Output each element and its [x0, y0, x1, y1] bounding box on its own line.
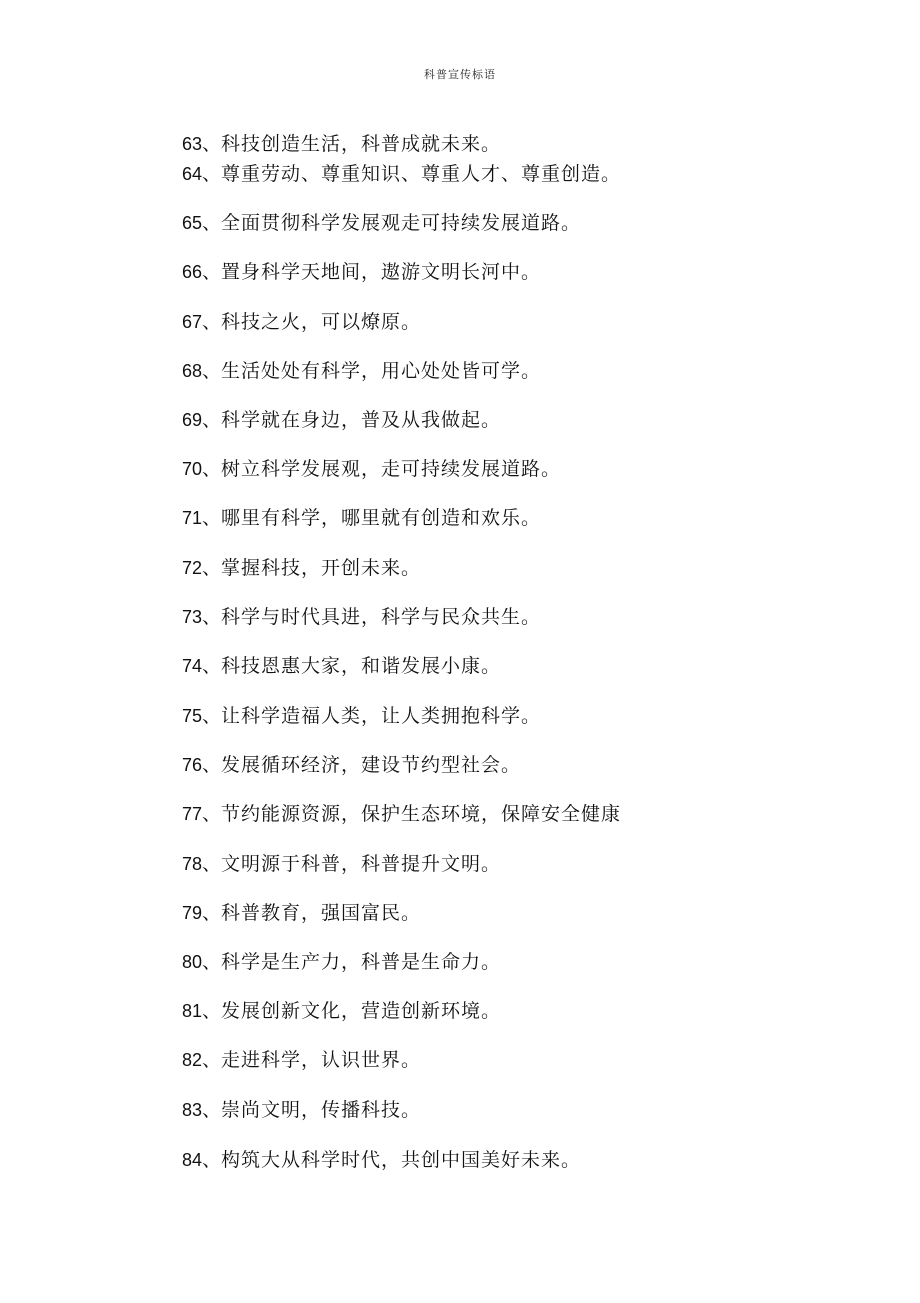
slogan-text: 走进科学，认识世界。	[221, 1049, 422, 1071]
slogan-number: 68	[182, 361, 203, 381]
slogan-number: 81	[182, 1001, 203, 1021]
slogan-separator: 、	[202, 803, 222, 825]
slogan-separator: 、	[202, 951, 222, 973]
slogan-text: 置身科学天地间，遨游文明长河中。	[221, 261, 542, 283]
slogan-text: 生活处处有科学，用心处处皆可学。	[221, 360, 542, 382]
slogan-number: 70	[182, 459, 203, 479]
slogan-text: 全面贯彻科学发展观走可持续发展道路。	[221, 212, 582, 234]
slogan-separator: 、	[202, 1049, 222, 1071]
slogan-text: 发展创新文化，营造创新环境。	[221, 1000, 502, 1022]
slogan-item	[182, 130, 501, 158]
slogan-text: 掌握科技，开创未来。	[221, 557, 422, 579]
slogan-number: 83	[182, 1100, 203, 1120]
slogan-separator: 、	[202, 212, 222, 234]
slogan-number: 78	[182, 854, 203, 874]
slogan-separator: 、	[202, 655, 222, 677]
slogan-separator: 、	[202, 133, 222, 155]
slogan-separator: 、	[202, 311, 222, 333]
slogan-separator: 、	[202, 754, 222, 776]
slogan-number: 73	[182, 607, 203, 627]
slogan-text: 树立科学发展观，走可持续发展道路。	[221, 458, 562, 480]
slogan-separator: 、	[202, 458, 222, 480]
slogan-text: 科技恩惠大家，和谐发展小康。	[221, 655, 502, 677]
slogan-number: 71	[182, 508, 203, 528]
slogan-text: 科学就在身边，普及从我做起。	[221, 409, 502, 431]
slogan-text: 科普教育，强国富民。	[221, 902, 422, 924]
slogan-text: 科学与时代具进，科学与民众共生。	[221, 606, 542, 628]
slogan-item	[182, 1046, 421, 1074]
slogan-number: 63	[182, 134, 203, 154]
slogan-text: 科技创造生活，科普成就未来。	[221, 133, 502, 155]
slogan-text: 崇尚文明，传播科技。	[221, 1099, 422, 1121]
slogan-text: 文明源于科普，科普提升文明。	[221, 853, 502, 875]
slogan-number: 64	[182, 164, 203, 184]
slogan-separator: 、	[202, 360, 222, 382]
slogan-separator: 、	[202, 507, 222, 529]
slogan-separator: 、	[202, 409, 222, 431]
slogan-text: 科学是生产力，科普是生命力。	[221, 951, 502, 973]
slogan-item	[182, 702, 541, 730]
slogan-separator: 、	[202, 853, 222, 875]
slogan-number: 72	[182, 558, 203, 578]
slogan-item	[182, 751, 521, 779]
slogan-number: 76	[182, 755, 203, 775]
slogan-text: 发展循环经济，建设节约型社会。	[221, 754, 522, 776]
slogan-item	[182, 652, 501, 680]
slogan-item	[182, 357, 541, 385]
page-header-title: 科普宣传标语	[424, 68, 496, 81]
slogan-separator: 、	[202, 606, 222, 628]
slogan-number: 77	[182, 804, 203, 824]
slogan-text: 科技之火，可以燎原。	[221, 311, 422, 333]
slogan-number: 66	[182, 262, 203, 282]
slogan-text: 构筑大从科学时代，共创中国美好未来。	[221, 1149, 582, 1171]
slogan-number: 74	[182, 656, 203, 676]
slogan-separator: 、	[202, 1149, 222, 1171]
slogan-number: 65	[182, 213, 203, 233]
slogan-separator: 、	[202, 557, 222, 579]
slogan-number: 79	[182, 903, 203, 923]
slogan-item	[182, 504, 541, 532]
slogan-separator: 、	[202, 261, 222, 283]
slogan-item	[182, 1146, 581, 1174]
slogan-item	[182, 899, 421, 927]
slogan-separator: 、	[202, 705, 222, 727]
slogan-item	[182, 948, 501, 976]
slogan-item	[182, 406, 501, 434]
slogan-number: 82	[182, 1050, 203, 1070]
slogan-number: 67	[182, 312, 203, 332]
slogan-item	[182, 997, 501, 1025]
slogan-item	[182, 209, 581, 237]
slogan-item	[182, 160, 621, 188]
slogan-item	[182, 800, 621, 828]
slogan-item	[182, 258, 541, 286]
slogan-separator: 、	[202, 902, 222, 924]
slogan-item	[182, 308, 421, 336]
slogan-separator: 、	[202, 1000, 222, 1022]
slogan-number: 84	[182, 1150, 203, 1170]
slogan-text: 节约能源资源，保护生态环境，保障安全健康	[221, 803, 622, 825]
slogan-separator: 、	[202, 1099, 222, 1121]
slogan-number: 75	[182, 706, 203, 726]
slogan-text: 哪里有科学，哪里就有创造和欢乐。	[221, 507, 542, 529]
slogan-item	[182, 850, 501, 878]
slogan-item	[182, 455, 561, 483]
slogan-item	[182, 1096, 421, 1124]
slogan-separator: 、	[202, 163, 222, 185]
slogan-text: 让科学造福人类，让人类拥抱科学。	[221, 705, 542, 727]
slogan-number: 69	[182, 410, 203, 430]
slogan-item	[182, 603, 541, 631]
slogan-number: 80	[182, 952, 203, 972]
slogan-text: 尊重劳动、尊重知识、尊重人才、尊重创造。	[221, 163, 622, 185]
slogan-item	[182, 554, 421, 582]
